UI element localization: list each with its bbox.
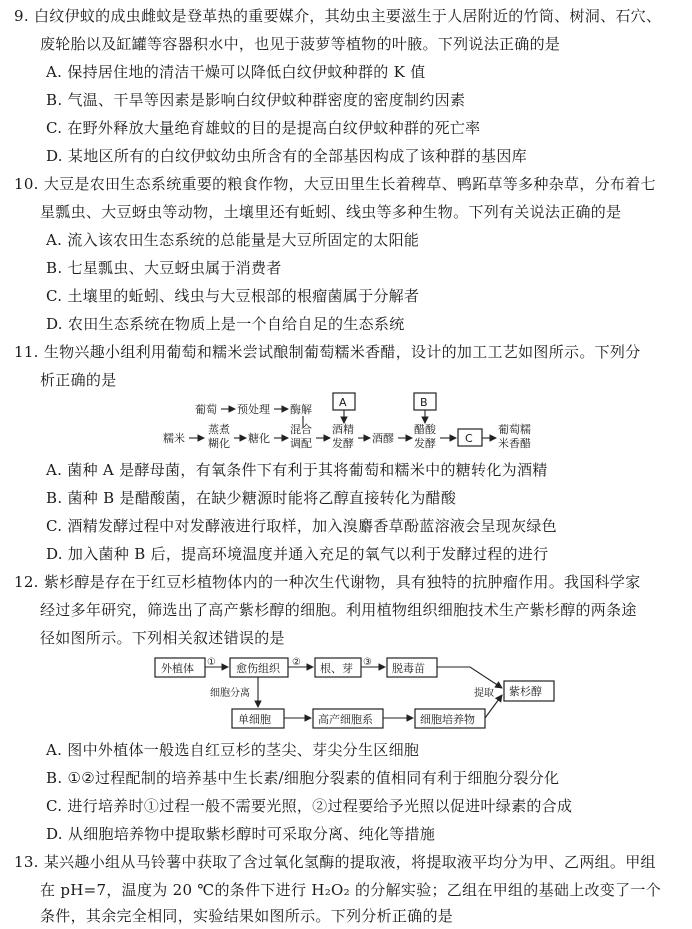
q11-steam-label-1: 蒸煮 bbox=[208, 423, 230, 436]
q11-crush-label: 酶解 bbox=[290, 403, 312, 416]
q13-stem-line2: 在 pH=7，温度为 20 ℃的条件下进行 H₂O₂ 的分解实验；乙组在甲组的基础上改变了一个 bbox=[40, 881, 662, 899]
q11-product-label-2: 米香醋 bbox=[498, 437, 531, 450]
q12-rootbud-label: 根、芽 bbox=[320, 662, 353, 675]
q11-option-b: B. 菌种 B 是醋酸菌，在缺少糖源时能将乙醇直接转化为醋酸 bbox=[46, 489, 457, 507]
q12-taxol-label: 紫杉醇 bbox=[509, 685, 542, 698]
q11-product-label-1: 葡萄糯 bbox=[498, 423, 531, 436]
q13-stem-line3: 条件，其余完全相同，实验结果如图所示。下列分析正确的是 bbox=[40, 907, 454, 925]
q11-mix-label-2: 调配 bbox=[290, 437, 312, 450]
q11-option-d: D. 加入菌种 B 后，提高环境温度并通入充足的氧气以利于发酵过程的进行 bbox=[46, 545, 549, 563]
q11-grape-label: 葡萄 bbox=[195, 403, 217, 416]
q9-stem-line1: 9. 白纹伊蚊的成虫雌蚊是登革热的重要媒介，其幼虫主要滋生于人居附近的竹筒、树洞、石穴、 bbox=[14, 7, 662, 25]
q12-stem-line1: 12. 紫杉醇是存在于红豆杉植物体内的一种次生代谢物，具有独特的抗肿瘤作用。我国科学家 bbox=[14, 573, 641, 591]
q11-option-a: A. 菌种 A 是酵母菌，有氧条件下有利于其将葡萄和糯米中的糖转化为酒精 bbox=[46, 461, 548, 479]
q11-steam-label-2: 糊化 bbox=[208, 437, 230, 450]
q12-step-2: ② bbox=[292, 657, 301, 668]
q11-mix-label-1: 混合 bbox=[290, 423, 312, 436]
q9-option-b: B. 气温、干旱等因素是影响白纹伊蚊种群密度的密度制约因素 bbox=[46, 91, 466, 109]
q11-saccharify-label: 糖化 bbox=[248, 432, 270, 445]
q10-option-c: C. 土壤里的蚯蚓、线虫与大豆根部的根瘤菌属于分解者 bbox=[46, 287, 420, 305]
q9-option-c: C. 在野外释放大量绝育雄蚊的目的是提高白纹伊蚊种群的死亡率 bbox=[46, 119, 481, 137]
q11-alcohol-ferment-label-2: 发酵 bbox=[332, 437, 354, 450]
q11-box-b-label: B bbox=[420, 396, 428, 409]
q11-stem-line1: 11. 生物兴趣小组利用葡萄和糯米尝试酿制葡萄糯米香醋，设计的加工工艺如图所示。下列分 bbox=[14, 343, 641, 361]
q11-box-a-label: A bbox=[339, 396, 347, 409]
q12-callus-label: 愈伤组织 bbox=[236, 662, 280, 675]
q11-acetic-ferment-label-2: 发酵 bbox=[414, 437, 436, 450]
q12-high-yield-label: 高产细胞系 bbox=[318, 713, 373, 726]
q12-detox-label: 脱毒苗 bbox=[392, 662, 425, 675]
q11-option-c: C. 酒精发酵过程中对发酵液进行取样，加入溴麝香草酚蓝溶液会呈现灰绿色 bbox=[46, 517, 557, 535]
q12-stem-line2: 经过多年研究，筛选出了高产紫杉醇的细胞。利用植物组织细胞技术生产紫杉醇的两条途 bbox=[40, 601, 637, 619]
q12-stem-line3: 径如图所示。下列相关叙述错误的是 bbox=[40, 629, 285, 647]
q10-option-a: A. 流入该农田生态系统的总能量是大豆所固定的太阳能 bbox=[46, 231, 420, 249]
q12-extract-label: 提取 bbox=[474, 688, 494, 699]
q10-stem-line2: 星瓢虫、大豆蚜虫等动物，土壤里还有蚯蚓、线虫等多种生物。下列有关说法正确的是 bbox=[40, 203, 622, 221]
q12-option-d: D. 从细胞培养物中提取紫杉醇时可采取分离、纯化等措施 bbox=[46, 825, 436, 843]
q11-stem-line2: 析正确的是 bbox=[40, 371, 117, 389]
q12-step-1: ① bbox=[207, 657, 216, 668]
q10-option-d: D. 农田生态系统在物质上是一个自给自足的生态系统 bbox=[46, 315, 405, 333]
q11-acetic-ferment-label-1: 醋酸 bbox=[414, 423, 436, 436]
q10-option-b: B. 七星瓢虫、大豆蚜虫属于消费者 bbox=[46, 259, 282, 277]
q9-option-d: D. 某地区所有的白纹伊蚊幼虫所含有的全部基因构成了该种群的基因库 bbox=[46, 147, 527, 165]
q11-alcohol-ferment-label-1: 酒精 bbox=[332, 423, 354, 436]
q12-option-b: B. ①②过程配制的培养基中生长素/细胞分裂素的值相同有利于细胞分裂分化 bbox=[46, 769, 560, 787]
q10-stem-line1: 10. 大豆是农田生态系统重要的粮食作物，大豆田里生长着稗草、鸭跖草等多种杂草，分布着七 bbox=[14, 175, 656, 193]
q11-wine-label: 酒醪 bbox=[372, 432, 394, 445]
q12-option-a: A. 图中外植体一般选自红豆杉的茎尖、芽尖分生区细胞 bbox=[46, 741, 420, 759]
q11-pretreat-label: 预处理 bbox=[237, 403, 270, 416]
q9-option-a: A. 保持居住地的清洁干燥可以降低白纹伊蚊种群的 K 值 bbox=[46, 63, 426, 81]
q12-single-cell-label: 单细胞 bbox=[238, 713, 271, 726]
q12-option-c: C. 进行培养时①过程一般不需要光照，②过程要给予光照以促进叶绿素的合成 bbox=[46, 797, 573, 815]
q11-rice-label: 糯米 bbox=[163, 432, 185, 445]
q12-step-3: ③ bbox=[363, 657, 372, 668]
q12-explant-label: 外植体 bbox=[161, 662, 194, 675]
q12-disperse-label: 细胞分离 bbox=[210, 688, 250, 699]
q13-stem-line1: 13. 某兴趣小组从马铃薯中获取了含过氧化氢酶的提取液，将提取液平均分为甲、乙两组。甲组 bbox=[14, 853, 656, 871]
q11-box-c-label: C bbox=[465, 432, 473, 445]
q12-arrow bbox=[437, 667, 502, 688]
q9-stem-line2: 废轮胎以及缸罐等容器积水中，也见于菠萝等植物的叶腋。下列说法正确的是 bbox=[40, 35, 561, 53]
q12-culture-label: 细胞培养物 bbox=[420, 713, 475, 726]
